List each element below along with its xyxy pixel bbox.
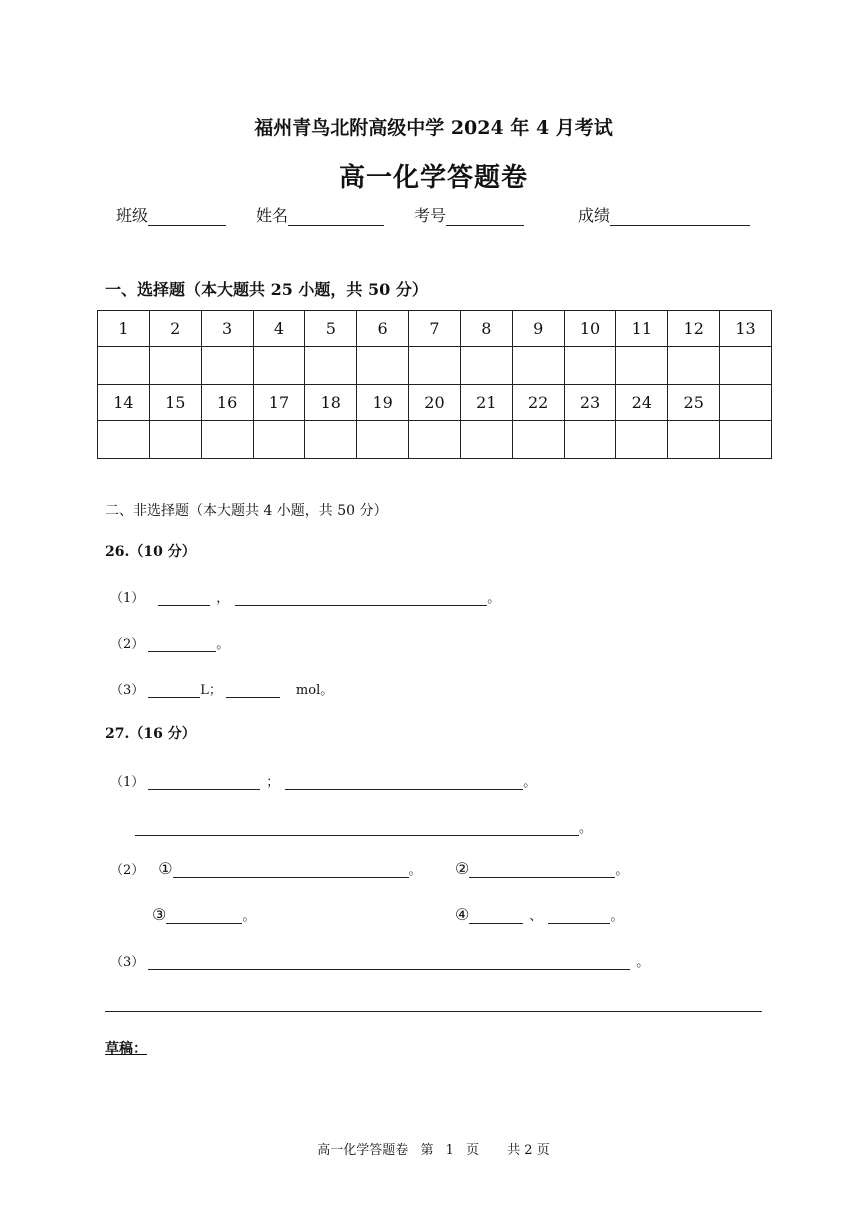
question-number: 20	[409, 385, 461, 421]
q27-p1-blank-c[interactable]	[135, 821, 579, 836]
exam-number-label: 考号	[414, 206, 447, 225]
score-blank[interactable]	[610, 209, 750, 226]
answer-cell[interactable]	[253, 421, 305, 459]
q27-p2-c3-end: 。	[242, 909, 256, 924]
name-blank[interactable]	[288, 209, 384, 226]
q27-p3-label: （3）	[110, 955, 145, 970]
q26-heading: 26.（10 分）	[105, 544, 196, 560]
answer-grid	[97, 310, 772, 459]
question-number: 25	[668, 385, 720, 421]
question-number: 8	[460, 311, 512, 347]
q26-p3-blank-a[interactable]	[148, 683, 200, 698]
footer-total-pages: 共 2 页	[507, 1143, 550, 1158]
question-number: 17	[253, 385, 305, 421]
q27-p1-semicolon: ；	[266, 775, 280, 790]
circled-3: ③	[152, 905, 167, 924]
answer-cell[interactable]	[253, 347, 305, 385]
q26-p3-unit2: mol。	[295, 683, 334, 698]
question-number: 7	[409, 311, 461, 347]
question-number: 10	[564, 311, 616, 347]
answer-row	[98, 421, 772, 459]
page-footer	[0, 1139, 867, 1158]
answer-cell[interactable]	[357, 347, 409, 385]
question-number: 9	[512, 311, 564, 347]
q27-p2-label: （2）	[110, 863, 145, 878]
class-blank[interactable]	[148, 209, 226, 226]
q26-p2-blank[interactable]	[148, 637, 216, 652]
q26-p1-comma: ，	[216, 591, 230, 606]
q26-p3-label: （3）	[110, 683, 145, 698]
q27-part2-row2-right	[455, 905, 623, 924]
footer-page-prefix: 第	[420, 1143, 434, 1158]
answer-row	[98, 347, 772, 385]
answer-cell[interactable]	[409, 421, 461, 459]
q27-p2-blank-3[interactable]	[166, 909, 242, 924]
score-label: 成绩	[578, 206, 611, 225]
exam-number-blank[interactable]	[446, 209, 524, 226]
question-number: 16	[201, 385, 253, 421]
q26-part2	[110, 633, 229, 652]
q26-p1-label: （1）	[110, 591, 145, 606]
q26-p2-label: （2）	[110, 637, 145, 652]
q26-p1-blank-b[interactable]	[235, 591, 487, 606]
q27-heading: 27.（16 分）	[105, 726, 196, 742]
score-field[interactable]	[578, 203, 750, 226]
question-number: 3	[201, 311, 253, 347]
q27-p1-end: 。	[523, 775, 537, 790]
name-label: 姓名	[256, 206, 289, 225]
question-number: 24	[616, 385, 668, 421]
answer-cell[interactable]	[668, 347, 720, 385]
question-number: 23	[564, 385, 616, 421]
question-number: 2	[149, 311, 201, 347]
page-title: 高一化学答题卷	[338, 163, 528, 193]
q27-p1-line2-end: 。	[579, 821, 593, 836]
question-number: 5	[305, 311, 357, 347]
footer-page-number: 1	[445, 1143, 454, 1158]
name-field[interactable]	[256, 203, 384, 226]
answer-cell[interactable]	[564, 421, 616, 459]
answer-cell[interactable]	[564, 347, 616, 385]
answer-cell[interactable]	[720, 421, 772, 459]
question-number: 11	[616, 311, 668, 347]
answer-cell[interactable]	[512, 421, 564, 459]
question-number: 4	[253, 311, 305, 347]
answer-cell[interactable]	[460, 347, 512, 385]
circled-1: ①	[158, 859, 173, 878]
q26-part3	[110, 679, 333, 698]
footer-sheet-title: 高一化学答题卷	[317, 1143, 409, 1158]
circled-2: ②	[455, 859, 470, 878]
q26-p2-end: 。	[216, 637, 230, 652]
draft-label: 草稿：	[105, 1041, 147, 1057]
answer-cell[interactable]	[357, 421, 409, 459]
exam-number-field[interactable]	[414, 203, 524, 226]
class-field[interactable]	[116, 203, 226, 226]
question-number: 6	[357, 311, 409, 347]
answer-cell[interactable]	[460, 421, 512, 459]
q26-p3-unit1: L；	[200, 683, 222, 698]
q27-part1-line2	[135, 817, 592, 836]
question-number: 15	[149, 385, 201, 421]
answer-cell[interactable]	[668, 421, 720, 459]
answer-cell[interactable]	[149, 347, 201, 385]
q27-p3-blank[interactable]	[148, 955, 630, 970]
answer-cell[interactable]	[305, 421, 357, 459]
answer-cell[interactable]	[720, 347, 772, 385]
question-number-row	[98, 311, 772, 347]
answer-cell[interactable]	[201, 347, 253, 385]
question-number-row	[98, 385, 772, 421]
answer-cell[interactable]	[616, 347, 668, 385]
answer-cell[interactable]	[305, 347, 357, 385]
q27-part2-row1	[110, 859, 422, 878]
q27-p2-blank-1[interactable]	[173, 863, 409, 878]
answer-cell[interactable]	[512, 347, 564, 385]
question-number	[720, 385, 772, 421]
q27-p1-blank-b[interactable]	[285, 775, 523, 790]
q27-p1-blank-a[interactable]	[148, 775, 260, 790]
q26-part1	[110, 587, 500, 606]
q27-p2-c1-end: 。	[408, 863, 422, 878]
divider-line	[105, 1011, 762, 1012]
answer-cell[interactable]	[201, 421, 253, 459]
q26-p1-end: 。	[487, 591, 501, 606]
q27-part2-row1-right	[455, 859, 628, 878]
question-number: 1	[98, 311, 150, 347]
answer-cell[interactable]	[409, 347, 461, 385]
q27-p2-blank-2[interactable]	[469, 863, 615, 878]
question-number: 18	[305, 385, 357, 421]
q27-part2-row2	[152, 905, 255, 924]
footer-page-suffix: 页	[466, 1143, 480, 1158]
question-number: 14	[98, 385, 150, 421]
question-number: 19	[357, 385, 409, 421]
answer-cell[interactable]	[98, 421, 150, 459]
class-label: 班级	[116, 206, 149, 225]
q27-p2-c2-end: 。	[615, 863, 629, 878]
q27-part1	[110, 771, 536, 790]
question-number: 13	[720, 311, 772, 347]
question-number: 22	[512, 385, 564, 421]
answer-cell[interactable]	[149, 421, 201, 459]
q27-p2-c4-end: 。	[610, 909, 624, 924]
answer-cell[interactable]	[616, 421, 668, 459]
circled-4: ④	[455, 905, 470, 924]
section-2-title: 二、非选择题（本大题共 4 小题，共 50 分）	[105, 503, 388, 519]
q26-p3-blank-b[interactable]	[226, 683, 280, 698]
section-1-title: 一、选择题（本大题共 25 小题，共 50 分）	[105, 280, 428, 299]
q27-p1-label: （1）	[110, 775, 145, 790]
answer-cell[interactable]	[98, 347, 150, 385]
question-number: 12	[668, 311, 720, 347]
q27-p2-blank-4b[interactable]	[548, 909, 610, 924]
q26-p1-blank-a[interactable]	[158, 591, 210, 606]
school-exam-title: 福州青鸟北附高级中学 2024 年 4 月考试	[254, 117, 613, 139]
question-number: 21	[460, 385, 512, 421]
q27-part3	[110, 951, 649, 970]
q27-p2-c4-sep: 、	[529, 909, 543, 924]
q27-p3-end: 。	[636, 955, 650, 970]
q27-p2-blank-4a[interactable]	[469, 909, 523, 924]
